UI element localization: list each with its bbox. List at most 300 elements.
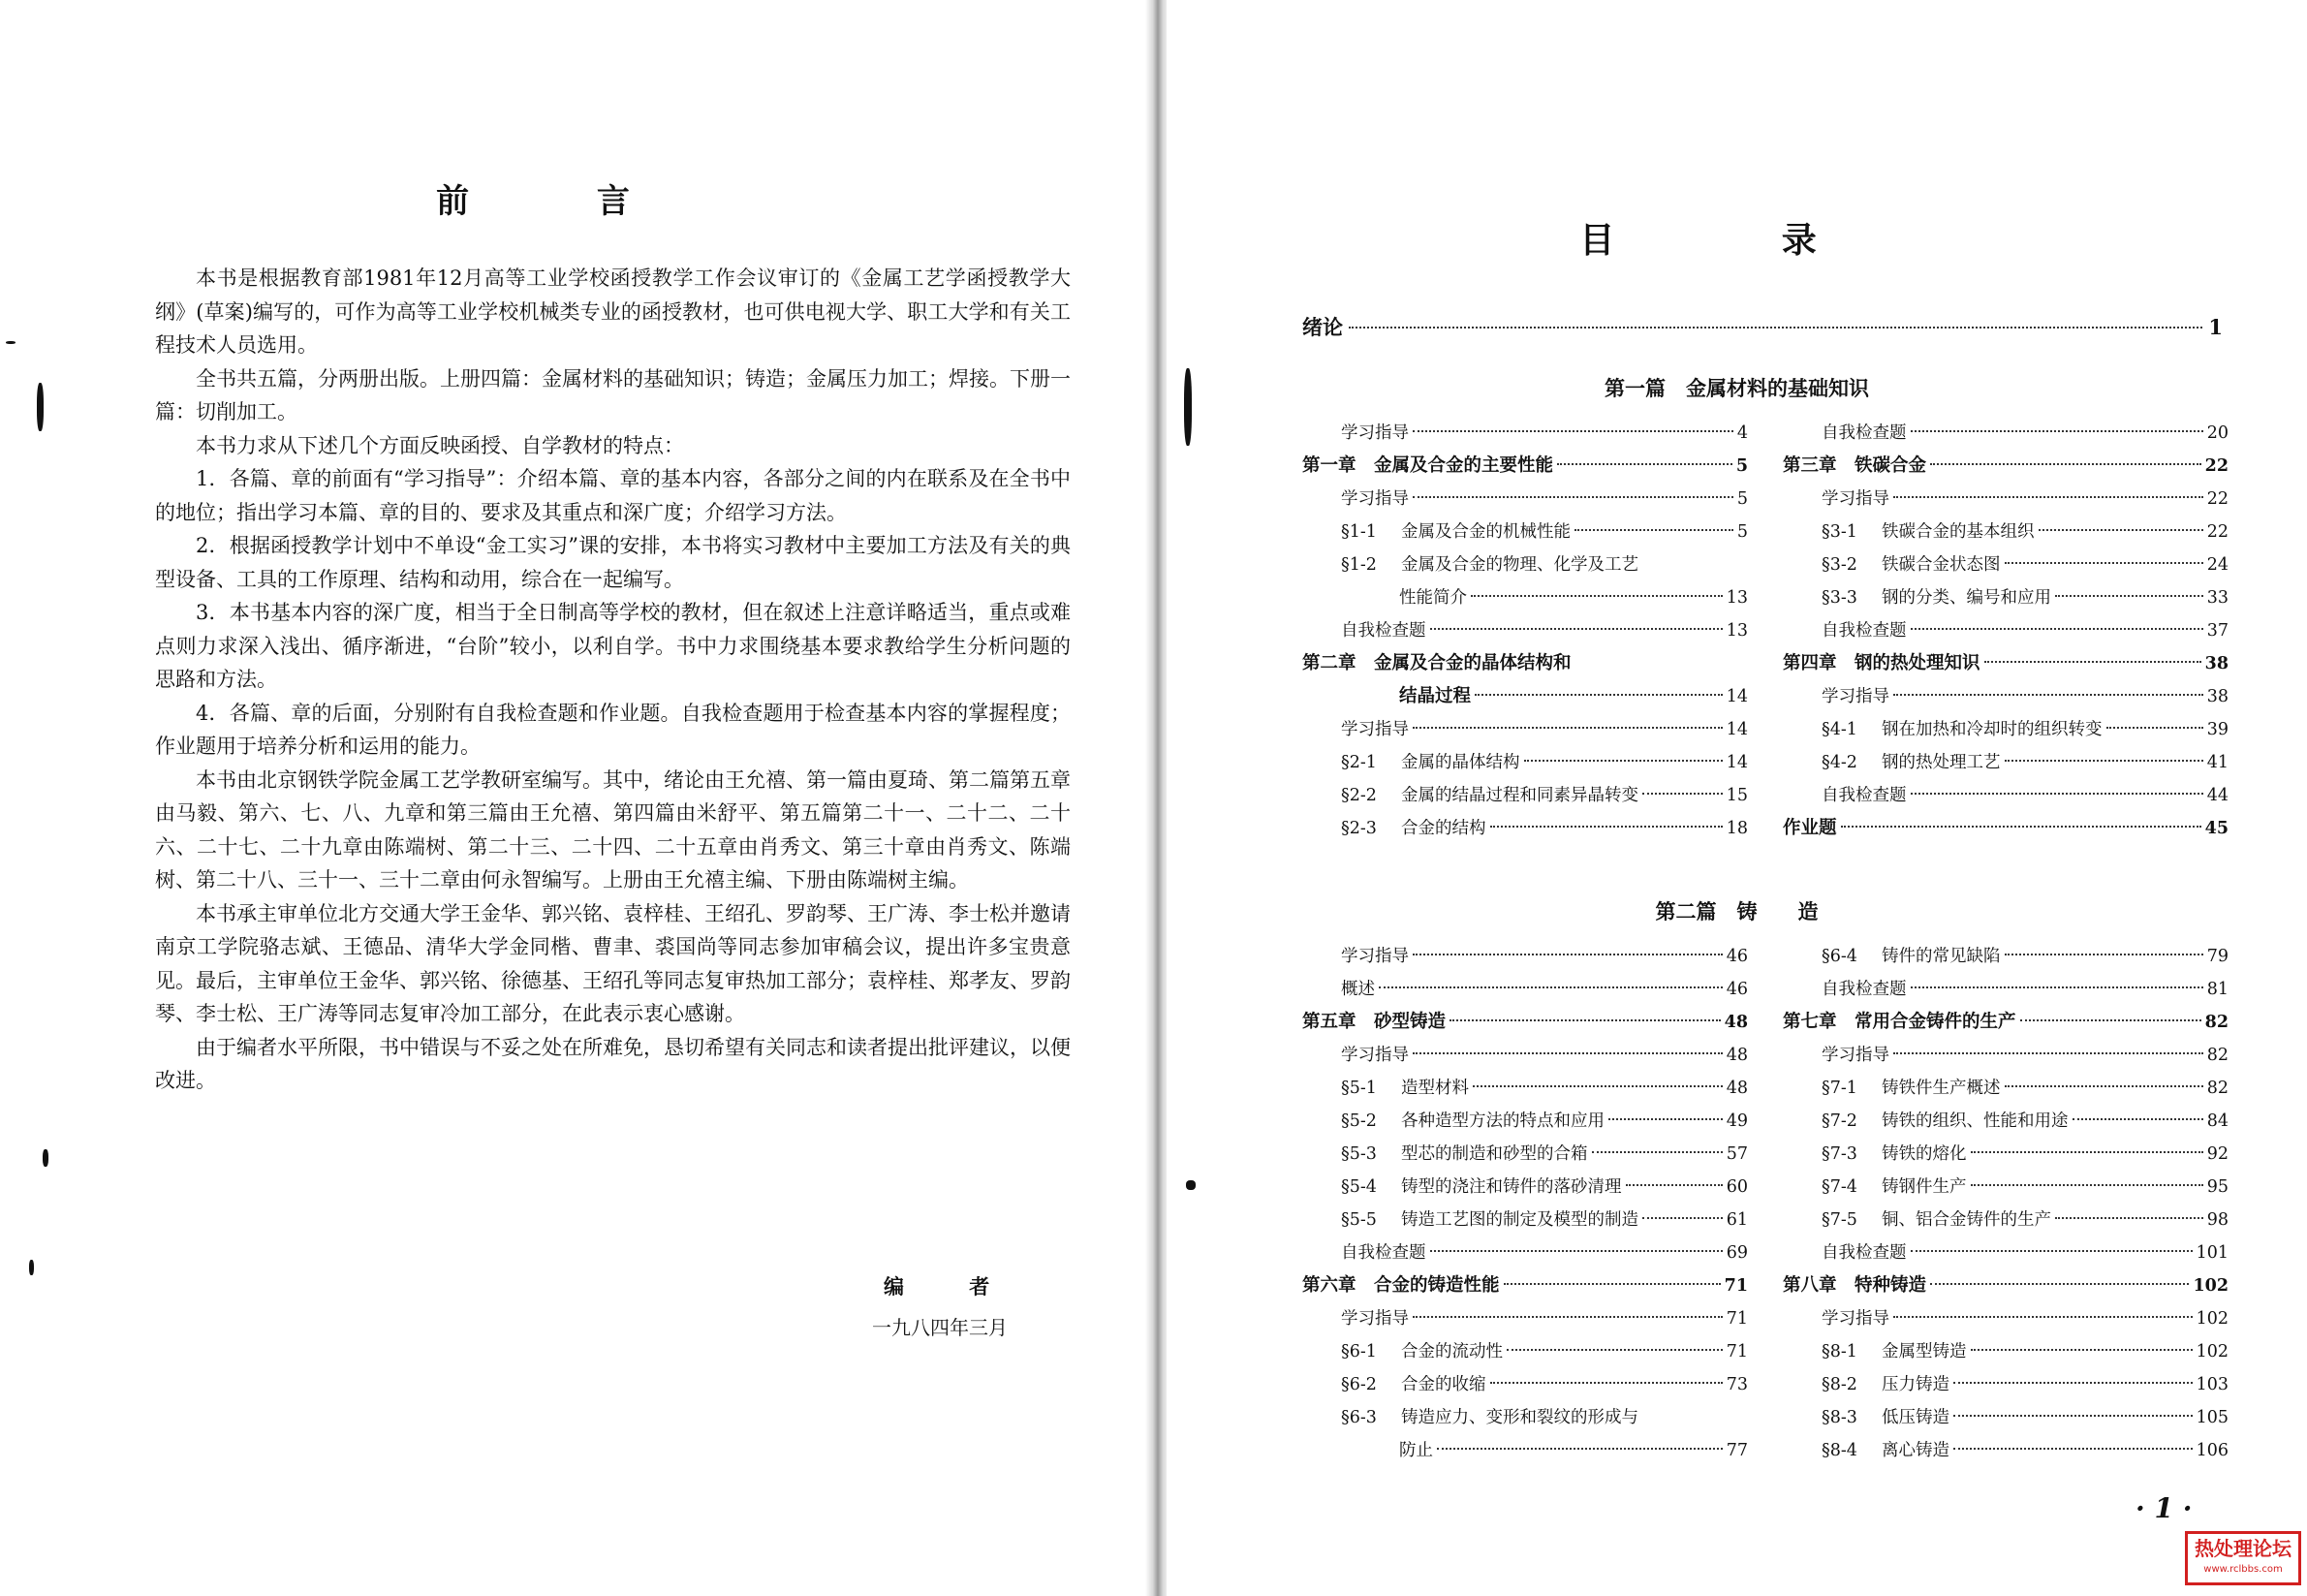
toc-entry-label: 铁碳合金状态图	[1882, 555, 2001, 575]
toc-leader-dots	[1430, 628, 1723, 630]
toc-entry[interactable]	[1783, 483, 2229, 516]
toc-entry-page: 92	[2206, 1144, 2229, 1164]
toc-entry-page: 13	[1726, 588, 1748, 608]
toc-entry-text	[1822, 1105, 2069, 1138]
toc-leader-dots	[1642, 793, 1723, 795]
toc-section-number: §5-1	[1341, 1079, 1377, 1098]
toc-section-number: §4-1	[1822, 720, 1857, 739]
preface-date: 一九八四年三月	[872, 1316, 1008, 1339]
preface-paragraph: 2．根据函授教学计划中不单设“金工实习”课的安排，本书将实习教材中主要加工方法及有关的典型设备、工具的工作原理、结构和动用，综合在一起编写。	[155, 534, 1071, 591]
toc-entry[interactable]	[1783, 973, 2229, 1006]
toc-entry-text	[1341, 1072, 1469, 1105]
toc-leader-dots	[1608, 1118, 1723, 1120]
toc-leader-dots	[1413, 1316, 1723, 1318]
toc-entry-text	[1822, 1335, 1967, 1368]
toc-entry-text	[1783, 1269, 1926, 1302]
toc-entry-page: 102	[2196, 1342, 2229, 1361]
toc-entry-page: 33	[2206, 588, 2229, 608]
toc-entry-label: 学习指导	[1341, 1046, 1409, 1065]
toc-section-number: §6-3	[1341, 1408, 1377, 1427]
preface-paragraph: 由于编者水平所限，书中错误与不妥之处在所难免，恳切希望有关同志和读者提出批评建议，以便改进。	[155, 1035, 1071, 1092]
toc-entry[interactable]	[1302, 1269, 1748, 1302]
toc-entry-page: 102	[2196, 1309, 2229, 1329]
toc-entry-text	[1783, 812, 1837, 845]
toc-entry-text	[1341, 483, 1409, 516]
toc-section-number: §1-2	[1341, 555, 1377, 575]
toc-entry-page: 61	[1726, 1210, 1748, 1230]
stamp-line-1: 热处理论坛	[2195, 1537, 2291, 1560]
toc-entry-text	[1341, 1401, 1638, 1434]
toc-entry-page: 103	[2196, 1375, 2229, 1394]
toc-entry-label: 自我检查题	[1341, 1243, 1426, 1263]
toc-leader-dots	[1893, 694, 2203, 696]
toc-entry-label: 钢的热处理工艺	[1882, 753, 2001, 772]
toc-entry-label: 第三章 铁碳合金	[1783, 455, 1927, 476]
toc-entry-label: 学习指导	[1341, 1309, 1409, 1329]
toc-entry[interactable]	[1783, 746, 2229, 779]
toc-entry[interactable]	[1302, 1171, 1748, 1204]
preface-paragraph: 全书共五篇，分两册出版。上册四篇：金属材料的基础知识；铸造；金属压力加工；焊接。下册一篇：切削加工。	[155, 366, 1071, 423]
toc-entry-text	[1822, 1138, 1967, 1171]
toc-leader-dots	[1413, 1052, 1723, 1054]
toc-entry-page: 22	[2206, 522, 2229, 542]
toc-section-number: §7-4	[1822, 1177, 1857, 1197]
toc-entry-page: 5	[1736, 489, 1748, 509]
toc-entry-text	[1302, 1006, 1446, 1039]
toc-entry-page: 84	[2206, 1111, 2229, 1131]
toc-entry-label: 概述	[1341, 980, 1375, 999]
toc-leader-dots	[1574, 529, 1733, 531]
toc-entry[interactable]	[1302, 1302, 1748, 1335]
toc-entry[interactable]	[1783, 417, 2229, 450]
toc-section-number: §2-2	[1341, 786, 1377, 805]
toc-entry-text	[1822, 548, 2001, 581]
toc-entry-label: 第四章 钢的热处理知识	[1783, 653, 1980, 673]
toc-entry-page: 1	[2208, 315, 2223, 339]
toc-section-number: §8-2	[1822, 1375, 1857, 1394]
toc-entry-label: 学习指导	[1822, 1046, 1889, 1065]
toc-entry-label: 金属及合金的机械性能	[1401, 522, 1571, 542]
toc-entry[interactable]	[1302, 1434, 1748, 1467]
toc-entry-label: 自我检查题	[1822, 423, 1907, 443]
toc-entry-label: 造型材料	[1401, 1079, 1469, 1098]
scan-speck	[1186, 1180, 1196, 1190]
toc-entry[interactable]	[1302, 973, 1748, 1006]
toc-entry[interactable]	[1302, 1204, 1748, 1236]
preface-paragraph: 4．各篇、章的后面，分别附有自我检查题和作业题。自我检查题用于检查基本内容的掌握程度；作业题用于培养分析和运用的能力。	[155, 701, 1071, 758]
toc-entry-label: 钢的分类、编号和应用	[1882, 588, 2051, 608]
toc-entry-label: 铸铁的熔化	[1882, 1144, 1967, 1164]
preface-paragraph: 3．本书基本内容的深广度，相当于全日制高等学校的教材，但在叙述上注意详略适当，重点或难点则力求深入浅出、循序渐进，“台阶”较小，以利自学。书中力求围绕基本要求教给学生分析问题的思路和方法。	[155, 601, 1071, 691]
toc-entry-label: 第五章 砂型铸造	[1302, 1012, 1447, 1032]
toc-entry[interactable]	[1783, 680, 2229, 713]
toc-entry-page: 82	[2206, 1046, 2229, 1065]
toc-entry[interactable]	[1783, 450, 2229, 483]
toc-entry-page: 81	[2206, 980, 2229, 999]
toc-entry-label: 自我检查题	[1822, 980, 1907, 999]
toc-section-number: §8-1	[1822, 1342, 1857, 1361]
toc-entry[interactable]	[1302, 647, 1748, 680]
toc-entry-label: 学习指导	[1822, 687, 1889, 706]
toc-leader-dots	[2106, 727, 2203, 729]
toc-entry[interactable]	[1302, 483, 1748, 516]
toc-entry[interactable]	[1783, 1401, 2229, 1434]
part1-column-2	[1783, 417, 2229, 845]
toc-entry-text	[1341, 812, 1486, 845]
toc-entry-page: 22	[2204, 456, 2229, 476]
toc-entry-label: 作业题	[1783, 818, 1837, 838]
toc-leader-dots	[1953, 1448, 2193, 1450]
toc-section-number: §1-1	[1341, 522, 1377, 542]
toc-entry-label: 型芯的制造和砂型的合箱	[1401, 1144, 1588, 1164]
toc-entry-text	[1822, 1171, 1967, 1204]
toc-entry-page: 22	[2206, 489, 2229, 509]
toc-section-number: §6-2	[1341, 1375, 1377, 1394]
toc-leader-dots	[1971, 1184, 2203, 1186]
toc-entry[interactable]	[1783, 1204, 2229, 1236]
toc-entry[interactable]	[1783, 812, 2229, 845]
toc-entry-page: 4	[1736, 423, 1748, 443]
toc-entry[interactable]	[1783, 1335, 2229, 1368]
toc-leader-dots	[2055, 595, 2203, 597]
toc-entry-label: 铸铁件生产概述	[1882, 1079, 2001, 1098]
toc-entry-page: 71	[1726, 1342, 1748, 1361]
toc-section-number: §6-4	[1822, 947, 1857, 966]
toc-entry-text	[1399, 581, 1467, 614]
toc-entry-text	[1783, 647, 1980, 680]
toc-entry-text	[1822, 713, 2103, 746]
toc-section-number: §7-5	[1822, 1210, 1857, 1230]
toc-entry-page: 60	[1726, 1177, 1748, 1197]
toc-entry[interactable]	[1302, 1401, 1748, 1434]
toc-entry[interactable]	[1302, 680, 1748, 713]
toc-entry[interactable]	[1302, 1105, 1748, 1138]
toc-leader-dots	[2073, 1118, 2203, 1120]
toc-entry-page: 14	[1726, 720, 1748, 739]
toc-entry[interactable]	[1302, 548, 1748, 581]
toc-entry[interactable]	[1302, 940, 1748, 973]
toc-entry-label: 金属的晶体结构	[1401, 753, 1520, 772]
toc-entry[interactable]	[1302, 713, 1748, 746]
toc-entry-page: 106	[2196, 1441, 2229, 1460]
toc-leader-dots	[1473, 1085, 1723, 1087]
toc-entry-label: 各种造型方法的特点和应用	[1401, 1111, 1605, 1131]
toc-entry-label: 铸型的浇注和铸件的落砂清理	[1401, 1177, 1622, 1197]
toc-entry-text	[1341, 746, 1520, 779]
toc-entry-label: 铸件的常见缺陷	[1882, 947, 2001, 966]
toc-section-number: §8-4	[1822, 1441, 1857, 1460]
toc-entry-page: 105	[2196, 1408, 2229, 1427]
toc-entry-page: 39	[2206, 720, 2229, 739]
toc-entry-page: 77	[1726, 1441, 1748, 1460]
toc-leader-dots	[2005, 562, 2203, 564]
toc-entry-label: 钢在加热和冷却时的组织转变	[1882, 720, 2103, 739]
preface-paragraph: 本书是根据教育部1981年12月高等工业学校函授教学工作会议审订的《金属工艺学函授教学大纲》(草案)编写的，可作为高等工业学校机械类专业的函授教材，也可供电视大学、职工大学和有关工程技术人员选用。	[155, 266, 1071, 357]
toc-entry-label: 自我检查题	[1341, 621, 1426, 641]
part2-column-1	[1302, 940, 1748, 1467]
toc-entry-label: 第一章 金属及合金的主要性能	[1302, 455, 1554, 476]
toc-entry[interactable]	[1302, 779, 1748, 812]
toc-section-number: §5-3	[1341, 1144, 1377, 1164]
toc-entry-page: 5	[1736, 522, 1748, 542]
toc-leader-dots	[1953, 1415, 2193, 1417]
toc-entry-text	[1822, 417, 1907, 450]
toc-entry-label: 学习指导	[1341, 423, 1409, 443]
toc-entry-page: 95	[2206, 1177, 2229, 1197]
toc-entry[interactable]	[1783, 581, 2229, 614]
toc-entry-text	[1822, 581, 2051, 614]
toc-leader-dots	[1490, 1382, 1723, 1384]
toc-entry-text	[1822, 1039, 1889, 1072]
toc-entry-label: 铸造应力、变形和裂纹的形成与	[1401, 1408, 1638, 1427]
toc-entry-page: 38	[2204, 654, 2229, 673]
toc-entry-label: 防止	[1399, 1441, 1433, 1460]
toc-entry-label: 第八章 特种铸造	[1783, 1275, 1927, 1296]
toc-leader-dots	[1413, 727, 1723, 729]
toc-entry-text	[1341, 1171, 1622, 1204]
toc-entry-text	[1302, 450, 1553, 483]
toc-entry-page: 48	[1726, 1046, 1748, 1065]
preface-paragraph: 本书承主审单位北方交通大学王金华、郭兴铭、袁梓桂、王绍孔、罗韵琴、王广涛、李士松并邀请南京工学院骆志斌、王德品、清华大学金同楷、曹聿、裘国尚等同志参加审稿会议，提出许多宝贵意见。最后，主审单位王金华、郭兴铭、徐德基、王绍孔等同志复审热加工部分；袁梓桂、郑孝友、罗韵琴、李士松、王广涛等同志复审冷加工部分，在此表示衷心感谢。	[155, 901, 1071, 1025]
toc-entry[interactable]	[1302, 417, 1748, 450]
toc-entry-page: 71	[1724, 1276, 1748, 1296]
toc-entry-label: 铸造工艺图的制定及模型的制造	[1401, 1210, 1638, 1230]
toc-entry-label: 压力铸造	[1882, 1375, 1949, 1394]
toc-entry-text	[1822, 1368, 1949, 1401]
toc-entry-label: 低压铸造	[1882, 1408, 1949, 1427]
toc-leader-dots	[1507, 1349, 1723, 1351]
toc-entry[interactable]	[1783, 1072, 2229, 1105]
toc-entry-intro[interactable]	[1302, 312, 2223, 341]
toc-entry-label: 自我检查题	[1822, 1243, 1907, 1263]
toc-entry-page: 101	[2196, 1243, 2229, 1263]
toc-entry[interactable]	[1783, 1302, 2229, 1335]
toc-entry-text	[1341, 1302, 1409, 1335]
toc-entry[interactable]	[1783, 1039, 2229, 1072]
preface-signature	[872, 1271, 1018, 1340]
toc-entry-label: 铸钢件生产	[1882, 1177, 1967, 1197]
toc-entry-label: 第二章 金属及合金的晶体结构和	[1302, 653, 1572, 673]
toc-entry-text	[1822, 1236, 1907, 1269]
toc-entry[interactable]	[1783, 1368, 2229, 1401]
toc-entry[interactable]	[1302, 1368, 1748, 1401]
toc-entry-page: 82	[2206, 1079, 2229, 1098]
toc-entry[interactable]	[1783, 1006, 2229, 1039]
toc-entry-text	[1822, 1401, 1949, 1434]
toc-entry-page: 48	[1726, 1079, 1748, 1098]
toc-entry-text	[1341, 516, 1571, 548]
preface-author: 编 者	[884, 1274, 1019, 1299]
toc-section-number: §8-3	[1822, 1408, 1857, 1427]
toc-entry-label: 自我检查题	[1822, 621, 1907, 641]
toc-entry-text	[1822, 746, 2001, 779]
toc-entry[interactable]	[1302, 581, 1748, 614]
toc-entry-page: 20	[2206, 423, 2229, 443]
toc-entry[interactable]	[1783, 548, 2229, 581]
toc-entry-page: 14	[1726, 687, 1748, 706]
toc-section-number: §2-1	[1341, 753, 1377, 772]
toc-entry-label: 结晶过程	[1399, 686, 1472, 706]
toc-leader-dots	[2039, 529, 2203, 531]
toc-entry[interactable]	[1783, 1434, 2229, 1467]
preface-paragraph: 1．各篇、章的前面有“学习指导”：介绍本篇、章的基本内容，各部分之间的内在联系及在全书中的地位；指出学习本篇、章的目的、要求及其重点和深广度；介绍学习方法。	[155, 467, 1071, 524]
toc-entry-page: 15	[1726, 786, 1748, 805]
toc-leader-dots	[1953, 1382, 2193, 1384]
toc-entry-text	[1341, 1368, 1486, 1401]
toc-entry-page: 24	[2206, 555, 2229, 575]
toc-entry[interactable]	[1302, 1236, 1748, 1269]
toc-entry-text	[1341, 548, 1638, 581]
toc-entry[interactable]	[1783, 1171, 2229, 1204]
toc-entry-label: 学习指导	[1341, 720, 1409, 739]
toc-entry[interactable]	[1302, 1138, 1748, 1171]
toc-section-number: §3-3	[1822, 588, 1857, 608]
toc-entry-page: 102	[2193, 1276, 2229, 1296]
toc-entry-label: 离心铸造	[1882, 1441, 1949, 1460]
toc-entry[interactable]	[1302, 1006, 1748, 1039]
toc-entry-text	[1822, 1302, 1889, 1335]
toc-entry[interactable]	[1783, 779, 2229, 812]
toc-entry-label: 绪论	[1302, 315, 1343, 339]
toc-entry[interactable]	[1302, 1072, 1748, 1105]
preface-title: 前 言	[436, 182, 688, 221]
preface-body	[155, 262, 1071, 1098]
page-number: · 1 ·	[2136, 1492, 2193, 1524]
toc-entry-text	[1822, 973, 1907, 1006]
toc-entry-text	[1341, 973, 1375, 1006]
toc-leader-dots	[1841, 826, 2201, 828]
preface-paragraph: 本书力求从下述几个方面反映函授、自学教材的特点：	[196, 433, 684, 457]
toc-entry-label: 金属的结晶过程和同素异晶转变	[1401, 786, 1638, 805]
toc-entry-label: 合金的流动性	[1401, 1342, 1503, 1361]
toc-entry-page: 45	[2204, 819, 2229, 838]
toc-entry[interactable]	[1783, 1236, 2229, 1269]
toc-leader-dots	[1930, 463, 2201, 465]
toc-entry-text	[1822, 940, 2001, 973]
toc-entry[interactable]	[1783, 713, 2229, 746]
toc-leader-dots	[1430, 1250, 1723, 1252]
toc-entry-text	[1399, 1434, 1433, 1467]
toc-leader-dots	[1626, 1184, 1723, 1186]
toc-entry-label: 铁碳合金的基本组织	[1882, 522, 2035, 542]
toc-entry[interactable]	[1783, 647, 2229, 680]
toc-leader-dots	[2005, 954, 2203, 955]
toc-leader-dots	[2005, 1085, 2203, 1087]
toc-entry-label: 金属型铸造	[1882, 1342, 1967, 1361]
toc-entry[interactable]	[1783, 516, 2229, 548]
toc-entry-text	[1341, 779, 1638, 812]
toc-leader-dots	[1893, 1052, 2203, 1054]
toc-leader-dots	[1524, 760, 1723, 762]
toc-entry-label: 学习指导	[1822, 1309, 1889, 1329]
toc-entry-text	[1783, 450, 1926, 483]
toc-leader-dots	[2020, 1019, 2201, 1021]
scan-speck	[29, 1260, 34, 1275]
toc-leader-dots	[2055, 1217, 2203, 1219]
toc-entry-page: 57	[1726, 1144, 1748, 1164]
toc-entry-page: 82	[2204, 1013, 2229, 1032]
toc-entry-page: 14	[1726, 753, 1748, 772]
toc-entry-text	[1341, 1138, 1588, 1171]
toc-entry[interactable]	[1783, 940, 2229, 973]
toc-entry-page: 38	[2206, 687, 2229, 706]
toc-entry-page: 49	[1726, 1111, 1748, 1131]
toc-entry-text	[1341, 417, 1409, 450]
toc-entry-label: 学习指导	[1341, 489, 1409, 509]
toc-entry[interactable]	[1302, 1335, 1748, 1368]
toc-entry-label: 第七章 常用合金铸件的生产	[1783, 1012, 2016, 1032]
toc-entry-text	[1822, 1434, 1949, 1467]
toc-entry-text	[1341, 1039, 1409, 1072]
scan-speck	[43, 1149, 48, 1167]
toc-entry-label: 铜、铝合金铸件的生产	[1882, 1210, 2051, 1230]
toc-entry[interactable]	[1302, 1039, 1748, 1072]
toc-section-number: §2-3	[1341, 819, 1377, 838]
toc-leader-dots	[1471, 595, 1723, 597]
scan-speck	[37, 383, 44, 431]
toc-leader-dots	[2005, 760, 2203, 762]
toc-leader-dots	[1557, 463, 1732, 465]
toc-entry[interactable]	[1302, 516, 1748, 548]
part2-column-2	[1783, 940, 2229, 1467]
toc-entry[interactable]	[1783, 1138, 2229, 1171]
toc-leader-dots	[1893, 1316, 2193, 1318]
toc-entry[interactable]	[1783, 1105, 2229, 1138]
toc-entry[interactable]	[1302, 746, 1748, 779]
stamp-line-2: www.rclbbs.com	[2203, 1564, 2283, 1575]
toc-section-number: §3-1	[1822, 522, 1857, 542]
toc-section-number: §5-2	[1341, 1111, 1377, 1131]
toc-entry-text	[1341, 1105, 1605, 1138]
toc-leader-dots	[1984, 661, 2201, 663]
toc-entry-text	[1341, 1236, 1426, 1269]
toc-entry-page: 73	[1726, 1375, 1748, 1394]
toc-entry-page: 46	[1726, 980, 1748, 999]
toc-section-number: §5-5	[1341, 1210, 1377, 1230]
toc-leader-dots	[1490, 826, 1723, 828]
toc-leader-dots	[1911, 628, 2203, 630]
toc-leader-dots	[1971, 1151, 2203, 1153]
forum-watermark-stamp	[2185, 1531, 2301, 1585]
toc-entry-page: 48	[1724, 1013, 1748, 1032]
toc-section-number: §3-2	[1822, 555, 1857, 575]
toc-entry[interactable]	[1783, 614, 2229, 647]
toc-entry-page: 37	[2206, 621, 2229, 641]
toc-entry-text	[1341, 614, 1426, 647]
contents-page	[1167, 0, 2307, 1596]
toc-entry-text	[1822, 779, 1907, 812]
toc-entry[interactable]	[1783, 1269, 2229, 1302]
contents-title: 目 录	[1579, 220, 1894, 261]
toc-entry-text	[1822, 1204, 2051, 1236]
toc-leader-dots	[1592, 1151, 1723, 1153]
toc-section-number: §7-1	[1822, 1079, 1857, 1098]
toc-entry[interactable]	[1302, 812, 1748, 845]
toc-entry-label: 自我检查题	[1822, 786, 1907, 805]
toc-leader-dots	[1504, 1283, 1721, 1285]
toc-entry-text	[1822, 516, 2035, 548]
toc-entry[interactable]	[1302, 450, 1748, 483]
part1-title: 第一篇 金属材料的基础知识	[1605, 377, 1869, 400]
toc-entry[interactable]	[1302, 614, 1748, 647]
preface-paragraph: 本书由北京钢铁学院金属工艺学教研室编写。其中，绪论由王允禧、第一篇由夏琦、第二篇第五章由马毅、第六、七、八、九章和第三篇由王允禧、第四篇由米舒平、第五篇第二十一、二十二、二十六、二十七、二十九章由陈端树、第二十三、二十四、二十五章由肖秀文、第三十章由肖秀文、陈端树、第二十八、三十一、三十二章由何永智编写。上册由王允禧主编、下册由陈端树主编。	[155, 767, 1071, 892]
part1-column-1	[1302, 417, 1748, 845]
toc-entry-text	[1341, 713, 1409, 746]
toc-entry-page: 44	[2206, 786, 2229, 805]
toc-entry-label: 第六章 合金的铸造性能	[1302, 1275, 1500, 1296]
toc-entry-text	[1399, 680, 1471, 713]
toc-entry-label: 性能简介	[1399, 588, 1467, 608]
